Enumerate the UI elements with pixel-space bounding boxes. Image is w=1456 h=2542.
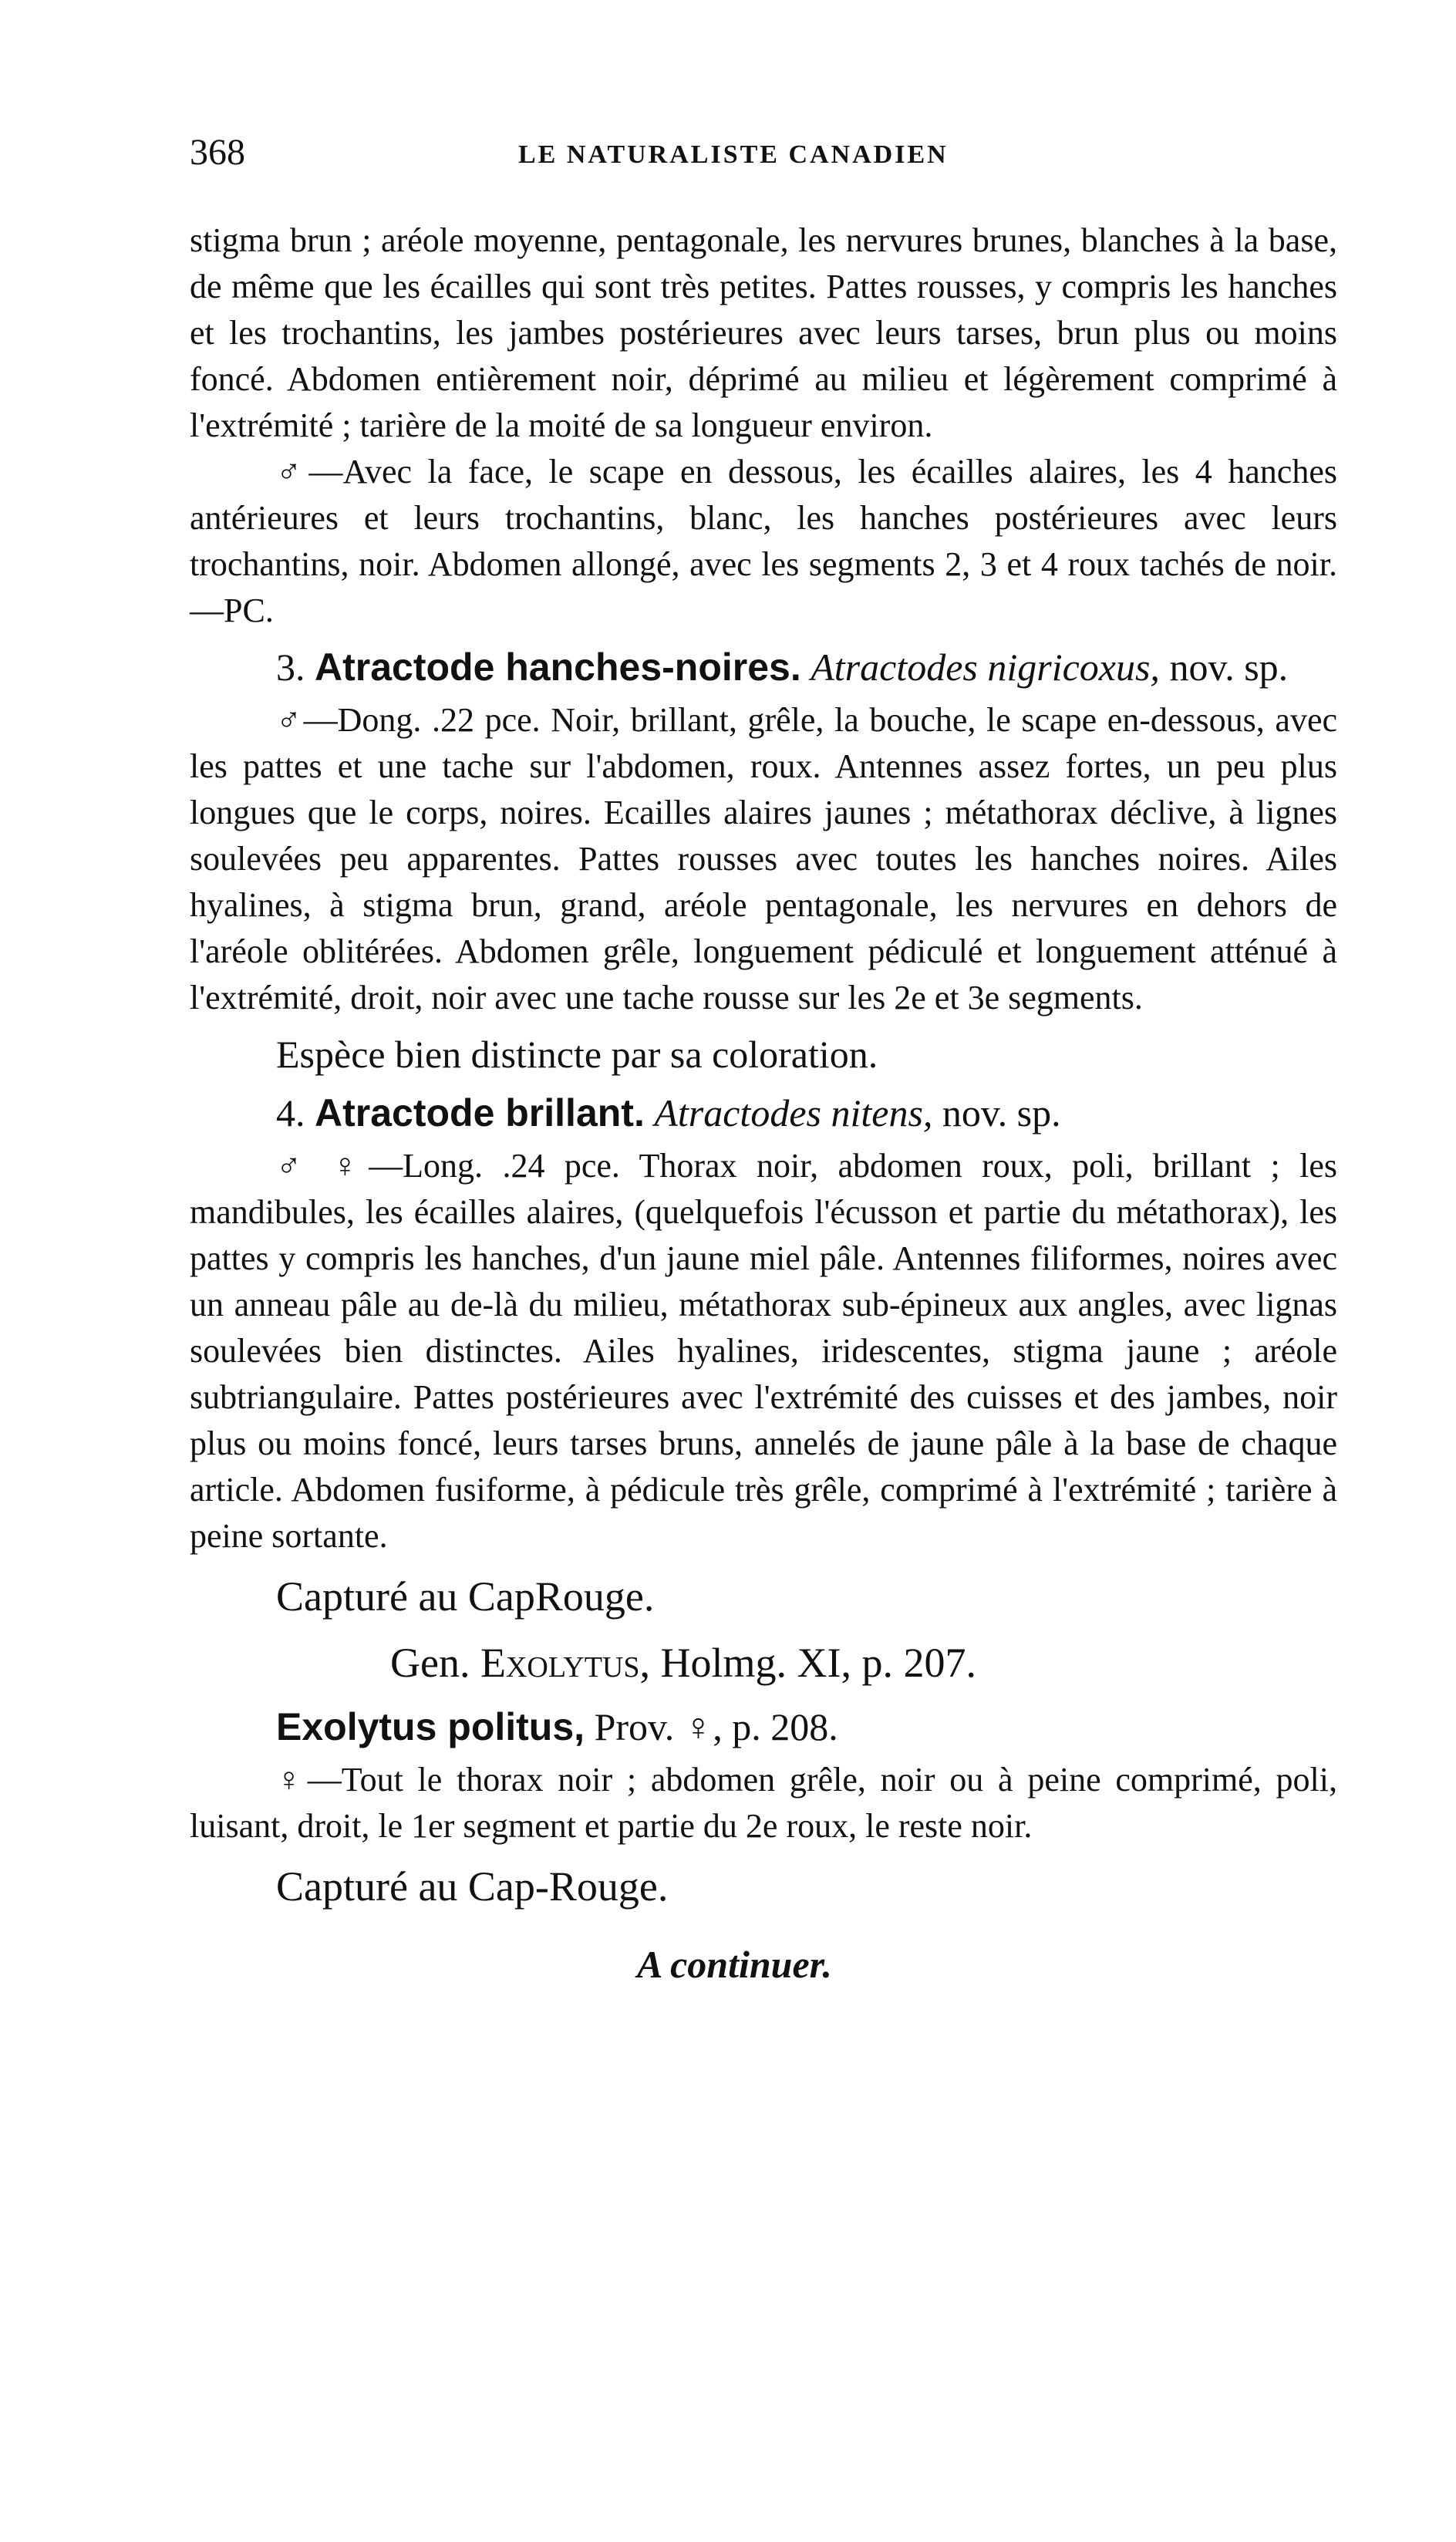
paragraph-continuation: stigma brun ; aréole moyenne, pentagonale, les nervures brunes, blanches à la base, de même que les écailles qui sont très petites. Pattes rousses, y compris les hanches et les trochantins, les jambes postérieures avec leurs tarses, brun plus ou moins foncé. Abdomen entièrement noir, déprimé au milieu et légèrement comprimé à l'extrémité ; tarière de la moité de sa longueur environ. <box>190 221 1337 444</box>
species-common-name: Atractode brillant. <box>315 1091 645 1134</box>
paragraph-species-4-description: ♂ ♀—Long. .24 pce. Thorax noir, abdomen roux, poli, brillant ; les mandibules, les écailles alaires, (quelquefois l'écusson et partie du métathorax), les pattes y compris les hanches, d'un jaune miel pâle. Antennes filiformes, noires avec un anneau pâle au de-là du milieu, métathorax sub-épineux aux angles, avec lignas soulevées bien distinctes. Ailes hyalines, iridescentes, stigma jaune ; aréole subtriangulaire. Pattes postérieures avec l'extrémité des cuisses et des jambes, noir plus ou moins foncé, leurs tarses bruns, annelés de jaune pâle à la base de chaque article. Abdomen fusiforme, à pédicule très grêle, comprimé à l'extrémité ; tarière à peine sortante. <box>190 1147 1337 1555</box>
capture-location-species-4: Capturé au CapRouge. <box>276 1573 655 1620</box>
species-heading-3 <box>190 642 1337 693</box>
page-body <box>190 217 1337 2030</box>
capture-location-species-5: Capturé au Cap-Rouge. <box>276 1863 669 1910</box>
genus-reference: Holmg. XI, p. 207. <box>660 1640 976 1686</box>
species-latin-name: Atractodes nitens, <box>654 1091 933 1134</box>
species-3-remark: Espèce bien distincte par sa coloration. <box>276 1033 878 1076</box>
species-status: nov. sp. <box>1169 646 1289 689</box>
species-latin-name: Atractodes nigricoxus, <box>811 646 1160 689</box>
species-reference: Prov. ♀, p. 208. <box>594 1705 838 1748</box>
species-heading-4 <box>190 1087 1337 1138</box>
running-head: LE NATURALISTE CANADIEN <box>518 140 949 169</box>
species-latin-name: Exolytus politus, <box>276 1705 585 1748</box>
genus-prefix: Gen. <box>390 1640 470 1686</box>
page-header <box>0 131 1456 185</box>
species-common-name: Atractode hanches-noires. <box>315 646 801 689</box>
species-status: nov. sp. <box>942 1091 1061 1134</box>
paragraph-species-5-description: ♀—Tout le thorax noir ; abdomen grêle, noir ou à peine comprimé, poli, luisant, droit, le 1er segment et partie du 2e roux, le reste noir. <box>190 1761 1337 1845</box>
species-number: 3. <box>276 646 305 689</box>
genus-heading <box>190 1635 1337 1691</box>
species-number: 4. <box>276 1091 305 1134</box>
page-number: 368 <box>190 132 245 173</box>
paragraph-species-3-description: ♂—Dong. .22 pce. Noir, brillant, grêle, la bouche, le scape en-dessous, avec les pattes et une tache sur l'abdomen, roux. Antennes assez fortes, un peu plus longues que le corps, noires. Ecailles alaires jaunes ; métathorax déclive, à lignes soulevées peu apparentes. Pattes rousses avec toutes les hanches noires. Ailes hyalines, à stigma brun, grand, aréole pentagonale, les nervures en dehors de l'aréole oblitérées. Abdomen grêle, longuement pédiculé et longuement atténué à l'extrémité, droit, noir avec une tache rousse sur les 2e et 3e segments. <box>190 701 1337 1016</box>
to-be-continued: A continuer. <box>637 1943 832 1986</box>
paragraph-male-description: ♂—Avec la face, le scape en dessous, les écailles alaires, les 4 hanches antérieures et leurs trochantins, blanc, les hanches postérieures avec leurs trochantins, noir. Abdomen allongé, avec les segments 2, 3 et 4 roux tachés de noir.—PC. <box>190 453 1337 629</box>
genus-name: Exolytus, <box>480 1640 650 1686</box>
species-heading-5 <box>190 1701 1337 1752</box>
